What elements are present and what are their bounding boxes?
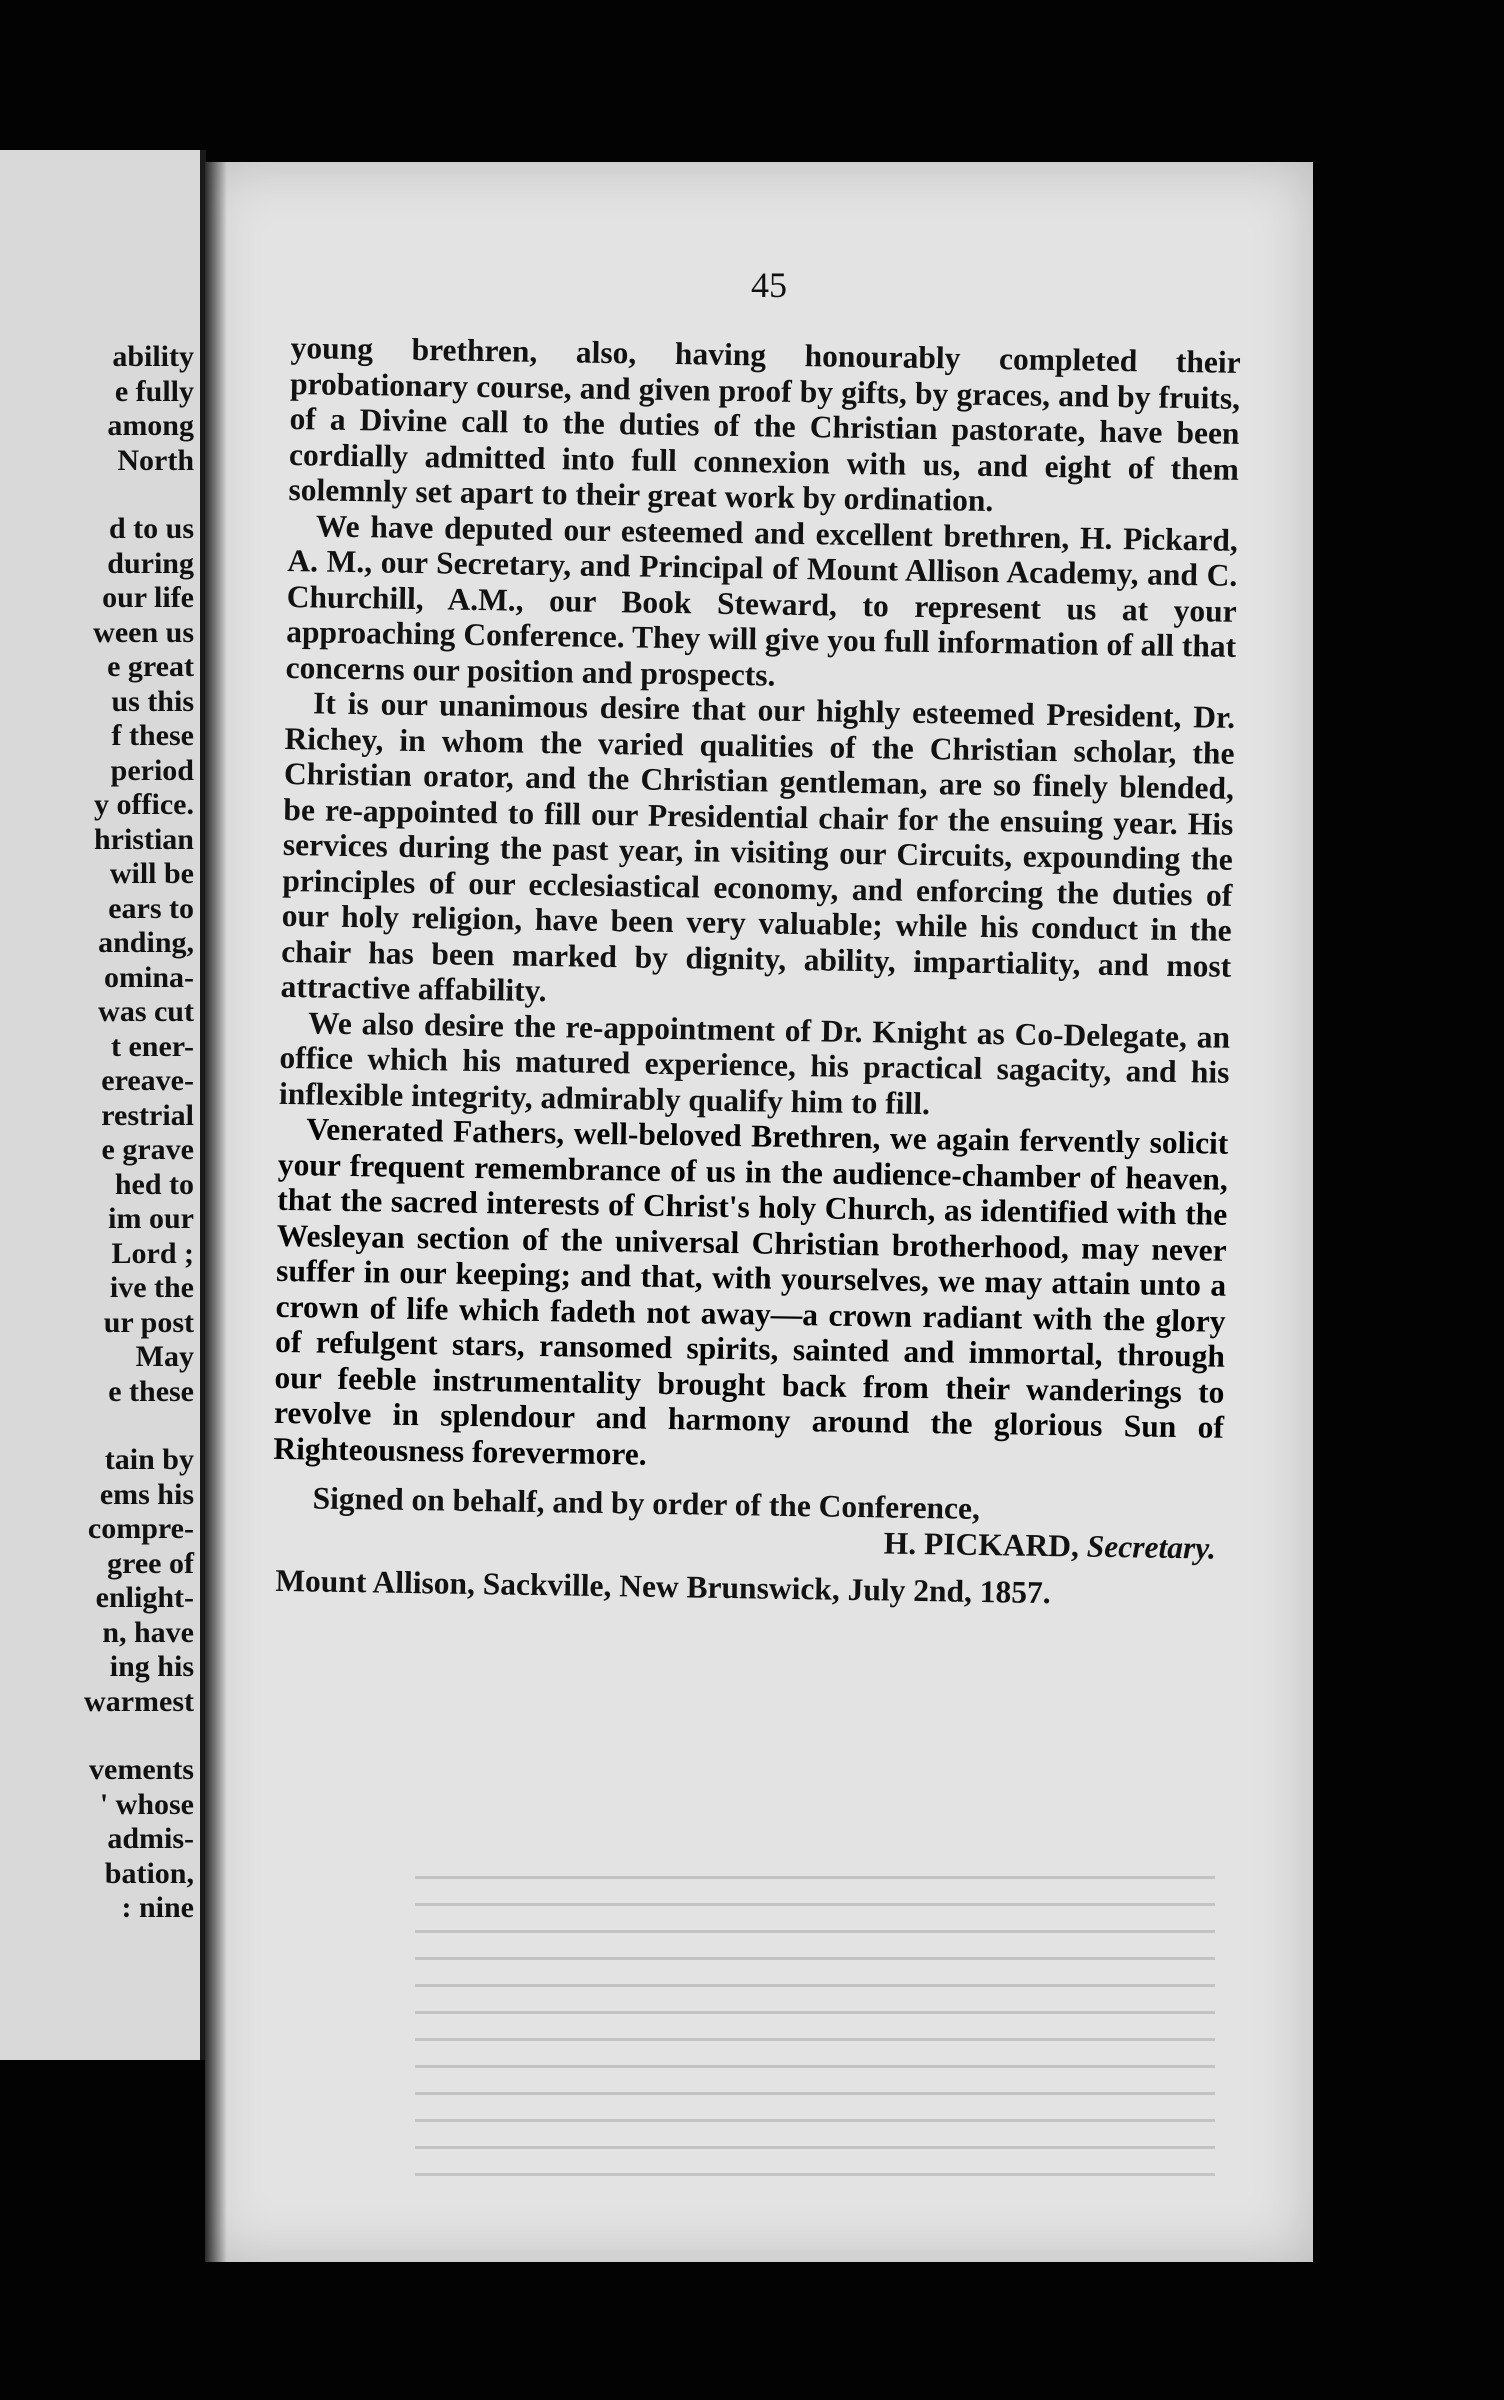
left-page-line: period (110, 753, 194, 787)
document-page (205, 162, 1313, 2262)
left-page-line: us this (111, 684, 194, 718)
left-page-line: ems his (99, 1477, 194, 1511)
left-page-line: admis- (107, 1822, 194, 1855)
left-page-line: Lord ; (111, 1236, 194, 1270)
paragraph-3: It is our unanimous desire that our highly esteemed President, Dr. Richey, in whom the varied qualities of the Christian scholar, the Christian orator, and the Christian gentleman, are so finely blended, be re-appointed to fill our Presidential chair for the ensuing year. His services during the past year, in visiting our Circuits, expounding the principles of our ecclesiastical economy, and enforcing the duties of our holy religion, have been very valuable; while his conduct in the chair has been marked by dignity, ability, impartiality, and most attractive affability. (280, 685, 1236, 1009)
body-text (271, 330, 1241, 1613)
left-page-line: warmest (84, 1684, 194, 1718)
left-page-line: hristian (93, 822, 194, 856)
page-gutter-shadow (205, 162, 227, 2262)
left-page-line: e great (107, 650, 194, 683)
left-page-line: North (117, 443, 194, 477)
left-page-line: : nine (121, 1891, 194, 1924)
left-page-line: f these (111, 719, 194, 752)
left-page-line: ears to (108, 891, 194, 925)
left-page-line: e grave (101, 1133, 194, 1166)
left-page-line: bation, (104, 1856, 194, 1890)
left-page-line: during (107, 546, 194, 580)
left-page-line: vements (89, 1753, 194, 1786)
left-page-text (0, 340, 194, 1926)
left-page-line: ing his (109, 1650, 194, 1683)
left-page-line: hed to (114, 1167, 194, 1201)
signed-line: Signed on behalf, and by order of the Conference, (312, 1480, 981, 1526)
paragraph-5: Venerated Fathers, well-beloved Brethren, we again fervently solicit your frequent remembrance of us in the audience-chamber of heaven, that the sacred interests of Christ's holy Church, as identified with the Wesleyan section of the universal Christian brotherhood, may never suffer in our keeping; and that, with yourselves, we may attain unto a crown of life which fadeth not away—a crown radiant with the glory of refulgent stars, ransomed spirits, sainted and immortal, through our feeble instrumentality brought back from their wanderings to revolve in splendour and harmony around the glorious Sun of Righteousness forevermore. (273, 1111, 1229, 1472)
left-page-line: d to us (108, 512, 194, 545)
left-page-line: anding, (98, 926, 194, 959)
page-number: 45 (751, 265, 787, 305)
left-page-line: gree of (107, 1546, 194, 1580)
left-page-line: was cut (98, 995, 194, 1028)
left-page-line: e these (108, 1374, 194, 1408)
left-page-line: restrial (101, 1098, 194, 1132)
left-page-line: y office. (94, 788, 194, 821)
left-page-line: omina- (104, 960, 194, 994)
left-page-line: compre- (87, 1512, 194, 1545)
left-page-line: t ener- (111, 1029, 194, 1063)
left-page-line: tain by (104, 1443, 194, 1476)
left-page-line: ive the (109, 1271, 194, 1304)
left-page-line: our life (102, 581, 194, 614)
left-page-line: e fully (114, 374, 194, 408)
show-through-text (415, 1852, 1215, 2232)
left-page-line: will be (109, 857, 194, 890)
signer-name: H. PICKARD, (883, 1524, 1080, 1564)
left-page-line: among (107, 409, 194, 442)
paragraph-2: We have deputed our esteemed and excellent brethren, H. Pickard, A. M., our Secretary, and Principal of Mount Allison Academy, and C. Churchill, A.M., our Book Steward, to represent us at your approaching Conference. They will give you full information of all that concerns our position and prospects. (285, 507, 1239, 693)
left-page-line: ' whose (99, 1787, 194, 1821)
left-page-line: enlight- (95, 1581, 194, 1614)
left-page-line: ur post (103, 1305, 194, 1339)
place-and-date: Mount Allison, Sackville, New Brunswick, July 2nd, 1857. (275, 1562, 1051, 1611)
left-page-line: n, have (102, 1615, 194, 1649)
left-page-line (0, 478, 194, 512)
paragraph-4: We also desire the re-appointment of Dr. Knight as Co-Delegate, an office which his matured experience, his practical sagacity, and his inflexible integrity, admirably qualify him to fill. (278, 1004, 1231, 1121)
left-page-line: ween us (93, 615, 194, 649)
left-page-line: ability (112, 340, 194, 373)
paragraph-1: young brethren, also, having honourably completed their probationary course, and given proof by gifts, by graces, and by fruits, of a Divine call to the duties of the Christian pastorate, have been cordially admitted into full connexion with us, and eight of them solemnly set apart to their great work by ordination. (288, 330, 1241, 519)
left-facing-page (0, 150, 206, 2060)
left-page-line (0, 1409, 194, 1443)
left-page-line: May (135, 1340, 194, 1373)
left-page-line: ereave- (101, 1064, 194, 1097)
left-page-line (0, 1719, 194, 1753)
signer-title: Secretary. (1086, 1528, 1217, 1566)
left-page-line: im our (108, 1202, 194, 1235)
